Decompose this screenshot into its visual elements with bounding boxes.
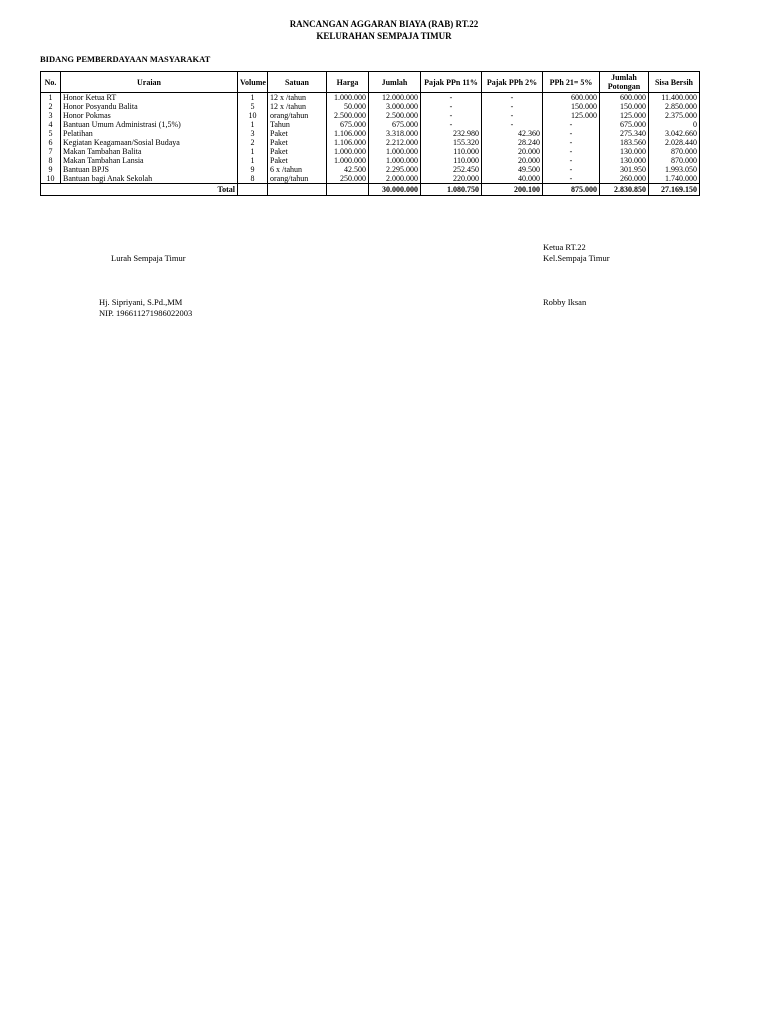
cell-no: 5 xyxy=(41,129,61,138)
cell-pph21: 600.000 xyxy=(543,93,600,103)
header-jumlah-potongan: Jumlah Potongan xyxy=(600,72,649,93)
total-potongan: 2.830.850 xyxy=(600,184,649,196)
cell-pph21: - xyxy=(543,165,600,174)
cell-ppn: 155.320 xyxy=(421,138,482,147)
table-row xyxy=(41,174,700,184)
cell-pph2: 20.000 xyxy=(482,147,543,156)
cell-pph2: - xyxy=(482,120,543,129)
cell-pph2: 49.500 xyxy=(482,165,543,174)
cell-sisa: 1.993.050 xyxy=(649,165,700,174)
cell-pph21: - xyxy=(543,129,600,138)
cell-sisa: 2.028.440 xyxy=(649,138,700,147)
cell-volume: 8 xyxy=(238,174,268,184)
cell-volume: 2 xyxy=(238,138,268,147)
header-ppn: Pajak PPn 11% xyxy=(421,72,482,93)
header-satuan: Satuan xyxy=(268,72,327,93)
cell-jumlah: 2.000.000 xyxy=(369,174,421,184)
cell-sisa: 1.740.000 xyxy=(649,174,700,184)
table-row xyxy=(41,111,700,120)
table-row xyxy=(41,156,700,165)
table-body xyxy=(41,93,700,196)
total-label: Total xyxy=(41,184,238,196)
cell-satuan: Paket xyxy=(268,129,327,138)
cell-pph2: - xyxy=(482,111,543,120)
cell-jumlah: 3.318.000 xyxy=(369,129,421,138)
header-uraian: Uraian xyxy=(61,72,238,93)
cell-harga: 1.106.000 xyxy=(327,129,369,138)
cell-harga: 50.000 xyxy=(327,102,369,111)
cell-satuan: orang/tahun xyxy=(268,111,327,120)
cell-potongan: 130.000 xyxy=(600,147,649,156)
cell-ppn: - xyxy=(421,120,482,129)
cell-uraian: Pelatihan xyxy=(61,129,238,138)
cell-sisa: 2.850.000 xyxy=(649,102,700,111)
cell-ppn: 232.980 xyxy=(421,129,482,138)
cell-harga: 250.000 xyxy=(327,174,369,184)
cell-pph21: - xyxy=(543,147,600,156)
cell-satuan: Paket xyxy=(268,156,327,165)
cell-volume: 1 xyxy=(238,147,268,156)
rab-table xyxy=(40,71,700,196)
total-row xyxy=(41,184,700,196)
signature-right-name: Robby Iksan xyxy=(543,297,587,307)
cell-uraian: Bantuan BPJS xyxy=(61,165,238,174)
cell-pph2: - xyxy=(482,93,543,103)
cell-harga: 42.500 xyxy=(327,165,369,174)
cell-jumlah: 2.212.000 xyxy=(369,138,421,147)
cell-jumlah: 2.500.000 xyxy=(369,111,421,120)
cell-volume: 1 xyxy=(238,120,268,129)
cell-potongan: 260.000 xyxy=(600,174,649,184)
cell-no: 1 xyxy=(41,93,61,103)
table-row xyxy=(41,147,700,156)
cell-jumlah: 1.000.000 xyxy=(369,156,421,165)
cell-volume: 1 xyxy=(238,93,268,103)
cell-volume: 3 xyxy=(238,129,268,138)
cell-potongan: 275.340 xyxy=(600,129,649,138)
cell-jumlah: 1.000.000 xyxy=(369,147,421,156)
header-harga: Harga xyxy=(327,72,369,93)
cell-satuan: orang/tahun xyxy=(268,174,327,184)
cell-uraian: Honor Ketua RT xyxy=(61,93,238,103)
cell-volume: 10 xyxy=(238,111,268,120)
cell-pph21: 125.000 xyxy=(543,111,600,120)
cell-pph21: - xyxy=(543,138,600,147)
cell-satuan: Tahun xyxy=(268,120,327,129)
cell-potongan: 125.000 xyxy=(600,111,649,120)
cell-no: 6 xyxy=(41,138,61,147)
table-row xyxy=(41,93,700,103)
table-header-row xyxy=(41,72,700,93)
cell-pph2: 28.240 xyxy=(482,138,543,147)
signature-left-role: Lurah Sempaja Timur xyxy=(111,253,186,263)
cell-potongan: 130.000 xyxy=(600,156,649,165)
cell-ppn: 110.000 xyxy=(421,147,482,156)
cell-sisa: 870.000 xyxy=(649,147,700,156)
cell-harga: 1.000.000 xyxy=(327,156,369,165)
cell-no: 3 xyxy=(41,111,61,120)
cell-no: 4 xyxy=(41,120,61,129)
cell-satuan: 12 x /tahun xyxy=(268,102,327,111)
cell-potongan: 675.000 xyxy=(600,120,649,129)
header-no: No. xyxy=(41,72,61,93)
cell-harga: 2.500.000 xyxy=(327,111,369,120)
cell-ppn: - xyxy=(421,111,482,120)
total-empty-volume xyxy=(238,184,268,196)
cell-no: 10 xyxy=(41,174,61,184)
total-jumlah: 30.000.000 xyxy=(369,184,421,196)
table-row xyxy=(41,102,700,111)
document-subtitle: KELURAHAN SEMPAJA TIMUR xyxy=(316,31,452,41)
cell-jumlah: 3.000.000 xyxy=(369,102,421,111)
signature-right-role-line2: Kel.Sempaja Timur xyxy=(543,253,610,263)
cell-pph2: 40.000 xyxy=(482,174,543,184)
cell-volume: 9 xyxy=(238,165,268,174)
cell-no: 7 xyxy=(41,147,61,156)
document-title: RANCANGAN AGGARAN BIAYA (RAB) RT.22 xyxy=(289,19,479,29)
cell-pph21: 150.000 xyxy=(543,102,600,111)
header-sisa-bersih: Sisa Bersih xyxy=(649,72,700,93)
cell-harga: 675.000 xyxy=(327,120,369,129)
cell-uraian: Bantuan bagi Anak Sekolah xyxy=(61,174,238,184)
cell-sisa: 11.400.000 xyxy=(649,93,700,103)
cell-uraian: Kegiatan Keagamaan/Sosial Budaya xyxy=(61,138,238,147)
total-pph2: 200.100 xyxy=(482,184,543,196)
signature-left-nip: NIP. 196611271986022003 xyxy=(99,308,193,318)
cell-uraian: Makan Tambahan Balita xyxy=(61,147,238,156)
cell-no: 2 xyxy=(41,102,61,111)
table-row xyxy=(41,120,700,129)
cell-potongan: 183.560 xyxy=(600,138,649,147)
cell-ppn: - xyxy=(421,93,482,103)
cell-sisa: 2.375.000 xyxy=(649,111,700,120)
header-pph2: Pajak PPh 2% xyxy=(482,72,543,93)
cell-volume: 5 xyxy=(238,102,268,111)
cell-sisa: 870.000 xyxy=(649,156,700,165)
cell-pph21: - xyxy=(543,174,600,184)
table-row xyxy=(41,165,700,174)
cell-jumlah: 2.295.000 xyxy=(369,165,421,174)
cell-uraian: Honor Pokmas xyxy=(61,111,238,120)
signature-left-name: Hj. Sipriyani, S.Pd.,MM xyxy=(99,297,183,307)
cell-sisa: 3.042.660 xyxy=(649,129,700,138)
cell-jumlah: 675.000 xyxy=(369,120,421,129)
header-jumlah: Jumlah xyxy=(369,72,421,93)
table-row xyxy=(41,129,700,138)
cell-potongan: 150.000 xyxy=(600,102,649,111)
cell-jumlah: 12.000.000 xyxy=(369,93,421,103)
cell-ppn: - xyxy=(421,102,482,111)
cell-potongan: 301.950 xyxy=(600,165,649,174)
cell-potongan: 600.000 xyxy=(600,93,649,103)
cell-pph2: 42.360 xyxy=(482,129,543,138)
cell-satuan: 12 x /tahun xyxy=(268,93,327,103)
cell-ppn: 110.000 xyxy=(421,156,482,165)
cell-harga: 1.000.000 xyxy=(327,93,369,103)
cell-pph21: - xyxy=(543,156,600,165)
total-sisa: 27.169.150 xyxy=(649,184,700,196)
cell-uraian: Bantuan Umum Administrasi (1,5%) xyxy=(61,120,238,129)
cell-satuan: Paket xyxy=(268,138,327,147)
cell-satuan: 6 x /tahun xyxy=(268,165,327,174)
cell-harga: 1.106.000 xyxy=(327,138,369,147)
cell-volume: 1 xyxy=(238,156,268,165)
table-row xyxy=(41,138,700,147)
cell-no: 9 xyxy=(41,165,61,174)
total-pph21: 875.000 xyxy=(543,184,600,196)
total-ppn: 1.080.750 xyxy=(421,184,482,196)
cell-pph2: 20.000 xyxy=(482,156,543,165)
cell-uraian: Makan Tambahan Lansia xyxy=(61,156,238,165)
cell-harga: 1.000.000 xyxy=(327,147,369,156)
cell-no: 8 xyxy=(41,156,61,165)
total-empty-satuan xyxy=(268,184,327,196)
section-heading: BIDANG PEMBERDAYAAN MASYARAKAT xyxy=(40,54,211,64)
cell-sisa: 0 xyxy=(649,120,700,129)
cell-ppn: 252.450 xyxy=(421,165,482,174)
cell-pph2: - xyxy=(482,102,543,111)
cell-pph21: - xyxy=(543,120,600,129)
header-pph21: PPh 21= 5% xyxy=(543,72,600,93)
cell-uraian: Honor Posyandu Balita xyxy=(61,102,238,111)
header-volume: Volume xyxy=(238,72,268,93)
cell-satuan: Paket xyxy=(268,147,327,156)
signature-right-role-line1: Ketua RT.22 xyxy=(543,242,586,252)
total-empty-harga xyxy=(327,184,369,196)
cell-ppn: 220.000 xyxy=(421,174,482,184)
